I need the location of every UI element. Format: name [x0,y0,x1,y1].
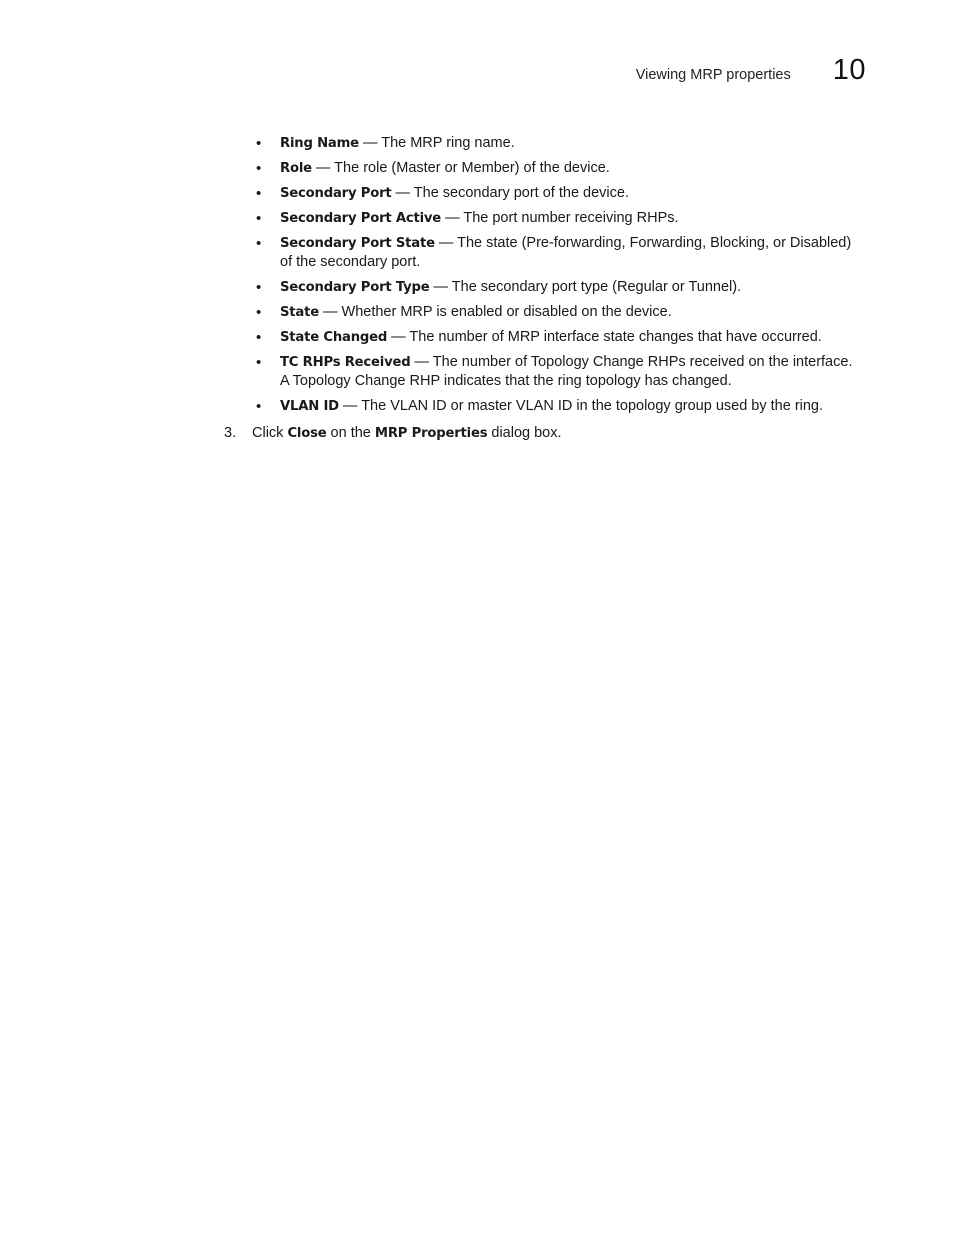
term-secondary-port-active: Secondary Port Active [280,211,442,226]
list-item [252,397,862,416]
bullet-icon: • [256,135,262,152]
list-item [252,353,862,391]
bullet-icon: • [256,210,262,227]
term-state: State [280,305,319,320]
bullet-icon: • [256,354,262,371]
term-state-changed: State Changed [280,330,388,345]
term-ring-name: Ring Name [280,136,359,151]
term-secondary-port-type: Secondary Port Type [280,280,430,295]
term-vlan-id: VLAN ID [280,399,339,414]
bullet-icon: • [256,185,262,202]
section-title: Viewing MRP properties [635,67,791,83]
bullet-icon: • [256,304,262,321]
term-description: — The number of MRP interface state changes that have occurred. [387,329,822,345]
term-role: Role [280,161,312,176]
step-middle: on the [326,425,375,441]
term-tc-rhps-received: TC RHPs Received [280,355,411,370]
list-item [252,328,862,347]
page-header [636,54,866,87]
term-description: — The port number receiving RHPs. [441,210,679,226]
step-number: 3. [224,425,237,441]
term-description: — Whether MRP is enabled or disabled on the device. [318,304,672,320]
term-secondary-port-state: Secondary Port State [280,236,435,251]
step-3 [224,424,562,443]
term-description: — The number of Topology Change RHPs received on the interface. A Topology Change RHP indicates that the ring topology has changed. [280,354,853,389]
bullet-icon: • [256,160,262,177]
list-item [252,184,862,203]
step-prefix: Click [252,425,288,441]
list-item [252,159,862,178]
bullet-icon: • [256,279,262,296]
bullet-icon: • [256,235,262,252]
term-description: — The MRP ring name. [358,135,515,151]
list-item [252,134,862,153]
chapter-number: 10 [832,54,866,86]
bullet-icon: • [256,329,262,346]
term-secondary-port: Secondary Port [280,186,392,201]
term-description: — The role (Master or Member) of the device. [311,160,610,176]
step-suffix: dialog box. [487,425,562,441]
list-item [252,278,862,297]
list-item [252,303,862,322]
step-text [252,424,562,443]
close-button-name: Close [287,426,327,441]
dialog-name: MRP Properties [374,426,488,441]
list-item [252,234,862,272]
term-description: — The VLAN ID or master VLAN ID in the topology group used by the ring. [338,398,824,414]
term-description: — The secondary port type (Regular or Tunnel). [429,279,742,295]
term-description: — The state (Pre-forwarding, Forwarding, Blocking, or Disabled) of the secondary port. [280,235,852,270]
bullet-icon: • [256,398,262,415]
list-item [252,209,862,228]
property-list [252,134,862,422]
term-description: — The secondary port of the device. [391,185,629,201]
